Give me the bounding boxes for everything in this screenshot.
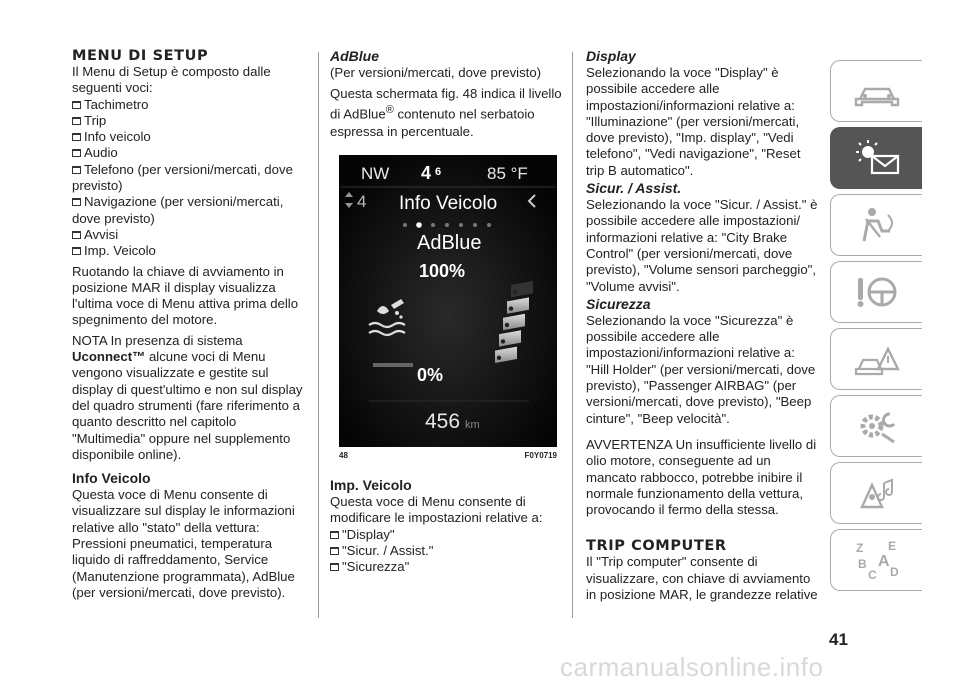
column-divider bbox=[318, 52, 319, 618]
list-item bbox=[72, 129, 304, 145]
list-item-text: Navigazione (per versioni/mercati, dove previsto) bbox=[72, 194, 284, 226]
level-min-label: 0% bbox=[417, 365, 444, 385]
letter-z: Z bbox=[855, 541, 863, 555]
checkbox-bullet-icon bbox=[72, 117, 81, 125]
checkbox-bullet-icon bbox=[330, 547, 339, 555]
list-item-text: Tachimetro bbox=[84, 96, 149, 112]
screen-title: AdBlue bbox=[417, 232, 482, 254]
column-divider bbox=[572, 52, 573, 618]
gear-side-indicator: 4 bbox=[357, 192, 367, 211]
steering-wheel-key-icon bbox=[850, 270, 904, 314]
paragraph-trip-computer: Il "Trip computer" consente di visualizzare, con chiave di avviamento in posizione MAR, le grandezze relative bbox=[586, 554, 818, 603]
paragraph-sicur-assist: Selezionando la voce "Sicur. / Assist." è possibile accedere alle impostazioni/ informazioni relative a: "City Brake Control" (per versioni/mercati, dove previsto), "Volume sensori parcheggio", "Volume avvisi". bbox=[586, 197, 818, 294]
odometer-unit: km bbox=[465, 419, 480, 431]
checkbox-bullet-icon bbox=[72, 247, 81, 255]
tab-multimedia[interactable] bbox=[830, 462, 922, 524]
checkbox-bullet-icon bbox=[330, 531, 339, 539]
level-max-label: 100% bbox=[419, 261, 466, 281]
car-icon bbox=[850, 69, 904, 113]
list-item bbox=[330, 559, 562, 575]
letter-c: C bbox=[867, 568, 877, 582]
list-item bbox=[72, 194, 304, 227]
list-item-text: Trip bbox=[84, 112, 107, 128]
gauge-segment-dot bbox=[497, 356, 501, 360]
section-title-menu-setup: MENU DI SETUP bbox=[72, 48, 209, 64]
heading-imp-veicolo: Imp. Veicolo bbox=[330, 477, 412, 493]
cluster-display-svg bbox=[339, 155, 557, 447]
tab-emergency[interactable] bbox=[830, 328, 922, 390]
letter-d: D bbox=[889, 565, 899, 579]
adblue-desc-a: Questa schermata fig. 48 indica il livello di AdBlue bbox=[330, 86, 562, 122]
list-item-text: Imp. Veicolo bbox=[84, 243, 156, 259]
column-2 bbox=[330, 48, 562, 140]
tab-index[interactable] bbox=[830, 529, 922, 591]
tab-starting-driving[interactable] bbox=[830, 261, 922, 323]
warning-light-envelope-icon bbox=[850, 136, 904, 180]
list-item-text: "Sicurezza" bbox=[342, 559, 410, 575]
gear-suggested: 6 bbox=[435, 166, 442, 178]
figure-caption bbox=[339, 451, 557, 460]
gauge-segment-dot bbox=[513, 290, 517, 294]
section-title-trip-computer: TRIP COMPUTER bbox=[586, 538, 727, 555]
column-2-lower bbox=[330, 476, 562, 575]
paragraph-imp-veicolo: Questa voce di Menu consente di modificare le impostazioni relative a: bbox=[330, 494, 543, 526]
tab-safety[interactable] bbox=[830, 194, 922, 256]
watermark: carmanualsonline.info bbox=[560, 652, 824, 682]
note-rest: alcune voci di Menu vengono visualizzate e gestite sul display di quest'ultimo e non sul display del quadro strumenti (fare riferimento a quanto descritto nel capitolo "Multimedia" oppure nel supplemento disponibile online). bbox=[72, 349, 303, 462]
list-item-text: Avvisi bbox=[84, 226, 119, 242]
figure-adblue-display bbox=[339, 155, 557, 447]
paragraph-info-veicolo: Questa voce di Menu consente di visualizzare sul display le informazioni relative allo "stato" della vettura: Pressioni pneumatici, temperatura liquido di raffreddamento, Service (Manutenzione programmata), AdBlue (per versioni/mercati, dove previsto). bbox=[72, 487, 295, 600]
checkbox-bullet-icon bbox=[72, 149, 81, 157]
figure-code: F0Y0719 bbox=[524, 451, 557, 460]
chapter-tabs bbox=[830, 60, 922, 596]
index-letters-icon bbox=[850, 538, 904, 582]
adblue-low-bar bbox=[373, 363, 413, 367]
menu-title: Info Veicolo bbox=[399, 193, 498, 214]
list-item-text: "Display" bbox=[342, 526, 395, 542]
odometer-value: 456 bbox=[425, 410, 461, 433]
seat-belt-icon bbox=[850, 203, 904, 247]
list-item bbox=[72, 97, 304, 113]
outside-temperature: 85 °F bbox=[487, 164, 528, 183]
heading-info-veicolo: Info Veicolo bbox=[72, 470, 151, 487]
list-item-text: Audio bbox=[84, 145, 118, 161]
checkbox-bullet-icon bbox=[72, 133, 81, 141]
checkbox-bullet-icon bbox=[72, 198, 81, 206]
tab-knowing-car[interactable] bbox=[830, 60, 922, 122]
list-item bbox=[72, 227, 304, 243]
letter-b: B bbox=[857, 557, 867, 571]
car-warning-triangle-icon bbox=[850, 337, 904, 381]
checkbox-bullet-icon bbox=[330, 563, 339, 571]
list-item bbox=[330, 527, 562, 543]
intro-text: Il Menu di Setup è composto dalle seguenti voci: bbox=[72, 64, 271, 96]
list-item bbox=[72, 162, 304, 195]
gear-wrench-icon bbox=[850, 404, 904, 448]
setup-items-list bbox=[72, 97, 304, 260]
heading-sicur-assist: Sicur. / Assist. bbox=[586, 180, 682, 197]
heading-adblue: AdBlue bbox=[330, 48, 379, 64]
letter-e: E bbox=[887, 539, 896, 553]
imp-veicolo-items-list bbox=[330, 527, 562, 576]
column-1 bbox=[72, 48, 304, 601]
checkbox-bullet-icon bbox=[72, 101, 81, 109]
compass-reading: NW bbox=[361, 164, 390, 183]
column-3 bbox=[586, 48, 818, 603]
tab-dashboard[interactable] bbox=[830, 127, 922, 189]
heading-sicurezza: Sicurezza bbox=[586, 295, 651, 312]
multimedia-icon bbox=[850, 471, 904, 515]
heading-display: Display bbox=[586, 48, 636, 64]
warning-oil: AVVERTENZA Un insufficiente livello di olio motore, conseguente ad un mancato rabbocco, potrebbe inibire il normale funzionamento della vettura, provocando il fermo della stessa. bbox=[586, 436, 817, 518]
letter-a: A bbox=[877, 553, 890, 570]
note-bold: Uconnect™ bbox=[72, 349, 146, 365]
adblue-desc-b: contenuto nel serbatoio espressa in percentuale. bbox=[330, 106, 535, 139]
note-uconnect bbox=[72, 333, 304, 463]
checkbox-bullet-icon bbox=[72, 166, 81, 174]
gear-indicator: 4 bbox=[421, 163, 432, 183]
gauge-segment-dot bbox=[501, 339, 505, 343]
paragraph-key-position: Ruotando la chiave di avviamento in posizione MAR il display visualizza l'ultima voce di Menu attiva prima dello spegnimento del motore. bbox=[72, 263, 299, 328]
list-item-text: "Sicur. / Assist." bbox=[342, 542, 434, 558]
page-number: 41 bbox=[829, 630, 848, 649]
paragraph-sicurezza: Selezionando la voce "Sicurezza" è possibile accedere alle impostazioni/informazioni relative a: "Hill Holder" (per versioni/mercati, dove previsto), "Passenger AIRBAG" (per versioni/mercati, dove previsto), "Beep cinture", "Beep velocità". bbox=[586, 312, 816, 426]
paragraph-adblue-description bbox=[330, 85, 562, 139]
list-item-text: Telefono (per versioni/mercati, dove previsto) bbox=[72, 161, 293, 194]
gauge-segment-dot bbox=[509, 306, 513, 310]
gauge-segment-dot bbox=[505, 323, 509, 327]
paragraph-adblue-versions: (Per versioni/mercati, dove previsto) bbox=[330, 65, 542, 80]
list-item bbox=[72, 243, 304, 259]
list-item bbox=[330, 543, 562, 559]
list-item bbox=[72, 145, 304, 161]
list-item bbox=[72, 113, 304, 129]
registered-mark: ® bbox=[385, 104, 394, 117]
list-item-text: Info veicolo bbox=[84, 129, 151, 145]
tab-maintenance[interactable] bbox=[830, 395, 922, 457]
checkbox-bullet-icon bbox=[72, 231, 81, 239]
paragraph-display: Selezionando la voce "Display" è possibile accedere alle impostazioni/informazioni relative a: "Illuminazione" (per versioni/mercati, dove previsto), "Imp. display", "Vedi telefono", "Vedi navigazione", "Reset trip B automatico". bbox=[586, 65, 801, 178]
figure-number: 48 bbox=[339, 451, 348, 460]
note-prefix: NOTA In presenza di sistema bbox=[72, 332, 243, 348]
